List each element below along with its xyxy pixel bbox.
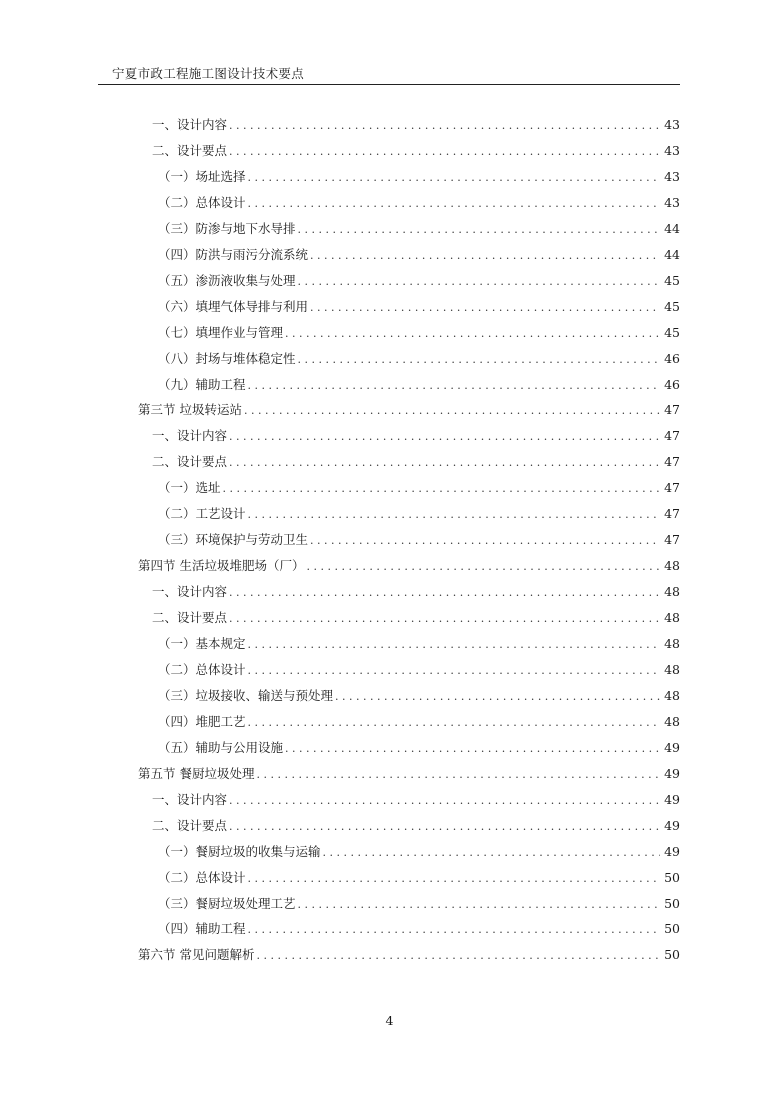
toc-entry-title: （一）选址 bbox=[158, 480, 221, 496]
toc-entry-title: （二）工艺设计 bbox=[158, 506, 246, 522]
toc-entry[interactable] bbox=[158, 686, 680, 706]
dot-leader bbox=[248, 194, 661, 214]
toc-entry-page: 49 bbox=[664, 817, 680, 833]
dot-leader bbox=[298, 272, 661, 292]
page-number: 4 bbox=[385, 1013, 394, 1028]
dot-leader bbox=[229, 583, 660, 603]
dot-leader bbox=[323, 843, 661, 863]
dot-leader bbox=[248, 376, 661, 396]
toc-entry[interactable] bbox=[152, 141, 680, 161]
dot-leader bbox=[248, 920, 661, 940]
toc-entry-page: 49 bbox=[664, 843, 680, 859]
toc-entry[interactable] bbox=[158, 219, 680, 239]
toc-entry[interactable] bbox=[152, 426, 680, 446]
toc-entry-page: 45 bbox=[664, 324, 680, 340]
dot-leader bbox=[248, 713, 661, 733]
toc-entry[interactable] bbox=[158, 530, 680, 550]
dot-leader bbox=[229, 817, 660, 837]
toc-entry-title: 第四节 生活垃圾堆肥场（厂） bbox=[138, 558, 305, 574]
toc-entry-title: 二、设计要点 bbox=[152, 454, 228, 470]
toc-entry-page: 47 bbox=[664, 480, 680, 496]
dot-leader bbox=[229, 427, 660, 447]
toc-entry-title: 二、设计要点 bbox=[152, 610, 228, 626]
toc-entry-title: 一、设计内容 bbox=[152, 117, 228, 132]
dot-leader bbox=[248, 661, 661, 681]
toc-entry-title: 一、设计内容 bbox=[152, 791, 228, 807]
toc-entry[interactable] bbox=[158, 349, 680, 369]
dot-leader bbox=[285, 324, 660, 344]
toc-entry-page: 48 bbox=[664, 661, 680, 677]
toc-entry-page: 48 bbox=[664, 687, 680, 703]
toc-entry-page: 48 bbox=[664, 584, 680, 600]
dot-leader bbox=[248, 635, 661, 655]
toc-entry-page: 50 bbox=[664, 921, 680, 937]
toc-entry[interactable] bbox=[152, 582, 680, 602]
dot-leader bbox=[248, 505, 661, 525]
toc-entry-title: （六）填埋气体导排与利用 bbox=[158, 298, 309, 314]
toc-entry[interactable] bbox=[152, 452, 680, 472]
toc-entry[interactable] bbox=[158, 660, 680, 680]
toc-entry[interactable] bbox=[158, 712, 680, 732]
toc-entry-title: （一）场址选择 bbox=[158, 168, 246, 184]
toc-entry-title: （一）餐厨垃圾的收集与运输 bbox=[158, 843, 321, 859]
toc-entry[interactable] bbox=[138, 764, 680, 784]
toc-entry[interactable] bbox=[152, 115, 680, 135]
dot-leader bbox=[335, 687, 660, 707]
toc-entry-page: 44 bbox=[664, 220, 680, 236]
toc-entry-title: （三）餐厨垃圾处理工艺 bbox=[158, 895, 296, 911]
toc-entry[interactable] bbox=[158, 193, 680, 213]
dot-leader bbox=[229, 142, 660, 162]
toc-entry-title: 二、设计要点 bbox=[152, 142, 228, 158]
toc-entry-page: 47 bbox=[664, 428, 680, 444]
running-header: 宁夏市政工程施工图设计技术要点 bbox=[112, 66, 305, 81]
toc-entry[interactable] bbox=[158, 375, 680, 395]
toc-entry[interactable] bbox=[158, 167, 680, 187]
toc-entry-title: 第五节 餐厨垃圾处理 bbox=[138, 765, 255, 781]
toc-entry-title: （三）防渗与地下水导排 bbox=[158, 220, 296, 236]
toc-entry-title: （四）防洪与雨污分流系统 bbox=[158, 246, 309, 262]
toc-entry-page: 47 bbox=[664, 506, 680, 522]
toc-entry-title: （一）基本规定 bbox=[158, 636, 246, 651]
dot-leader bbox=[256, 946, 660, 966]
toc-entry[interactable] bbox=[158, 323, 680, 343]
dot-leader bbox=[310, 246, 660, 266]
toc-entry-title: （四）辅助工程 bbox=[158, 921, 246, 937]
toc-entry[interactable] bbox=[158, 868, 680, 888]
dot-leader bbox=[248, 168, 661, 188]
header-divider bbox=[98, 84, 680, 85]
toc-entry-title: （四）堆肥工艺 bbox=[158, 713, 246, 729]
toc-entry-title: 第六节 常见问题解析 bbox=[138, 947, 255, 963]
toc-entry-title: 第三节 垃圾转运站 bbox=[138, 402, 242, 418]
toc-entry[interactable] bbox=[138, 945, 680, 965]
toc-entry[interactable] bbox=[152, 816, 680, 836]
toc-entry[interactable] bbox=[158, 842, 680, 862]
toc-entry-page: 43 bbox=[664, 168, 680, 184]
dot-leader bbox=[310, 298, 660, 318]
toc-entry-page: 49 bbox=[664, 739, 680, 755]
toc-entry-page: 50 bbox=[664, 869, 680, 885]
dot-leader bbox=[310, 531, 660, 551]
dot-leader bbox=[229, 609, 660, 629]
toc-entry[interactable] bbox=[138, 400, 680, 420]
toc-entry[interactable] bbox=[158, 634, 680, 654]
toc-entry[interactable] bbox=[152, 608, 680, 628]
dot-leader bbox=[229, 453, 660, 473]
dot-leader bbox=[229, 116, 660, 136]
toc-entry-title: （三）环境保护与劳动卫生 bbox=[158, 532, 309, 548]
toc-entry-title: 一、设计内容 bbox=[152, 584, 228, 600]
toc-entry-page: 48 bbox=[664, 610, 680, 626]
dot-leader bbox=[223, 479, 661, 499]
toc-entry-page: 50 bbox=[664, 947, 680, 963]
toc-entry[interactable] bbox=[158, 919, 680, 939]
toc-entry[interactable] bbox=[138, 556, 680, 576]
toc-entry[interactable] bbox=[158, 894, 680, 914]
toc-entry-page: 47 bbox=[664, 532, 680, 548]
toc-entry-page: 47 bbox=[664, 402, 680, 418]
toc-entry-page: 48 bbox=[664, 636, 680, 651]
toc-entry-page: 45 bbox=[664, 298, 680, 314]
toc-entry-title: 一、设计内容 bbox=[152, 428, 228, 444]
toc-entry-title: （五）辅助与公用设施 bbox=[158, 739, 284, 755]
toc-entry-page: 47 bbox=[664, 454, 680, 470]
dot-leader bbox=[306, 557, 660, 577]
toc-entry-page: 43 bbox=[664, 117, 680, 132]
toc-entry-page: 49 bbox=[664, 765, 680, 781]
toc-entry-title: （二）总体设计 bbox=[158, 869, 246, 885]
toc-entry-title: （二）总体设计 bbox=[158, 194, 246, 210]
toc-entry[interactable] bbox=[158, 297, 680, 317]
toc-entry-page: 43 bbox=[664, 194, 680, 210]
toc-entry-page: 50 bbox=[664, 895, 680, 911]
dot-leader bbox=[285, 739, 660, 759]
toc-entry-title: （七）填埋作业与管理 bbox=[158, 324, 284, 340]
dot-leader bbox=[298, 350, 661, 370]
toc-entry[interactable] bbox=[158, 478, 680, 498]
toc-entry-page: 49 bbox=[664, 791, 680, 807]
toc-entry[interactable] bbox=[158, 245, 680, 265]
dot-leader bbox=[248, 869, 661, 889]
toc-entry[interactable] bbox=[152, 790, 680, 810]
toc-entry-page: 46 bbox=[664, 350, 680, 366]
toc-entry-title: 二、设计要点 bbox=[152, 817, 228, 833]
dot-leader bbox=[256, 765, 660, 785]
toc-entry-title: （二）总体设计 bbox=[158, 661, 246, 677]
toc-entry-page: 44 bbox=[664, 246, 680, 262]
toc-entry-title: （九）辅助工程 bbox=[158, 376, 246, 392]
toc-entry-title: （八）封场与堆体稳定性 bbox=[158, 350, 296, 366]
toc-entry[interactable] bbox=[158, 738, 680, 758]
toc-entry-page: 48 bbox=[664, 713, 680, 729]
toc-entry-title: （五）渗沥液收集与处理 bbox=[158, 272, 296, 288]
toc-entry-page: 48 bbox=[664, 558, 680, 574]
toc-entry-page: 46 bbox=[664, 376, 680, 392]
dot-leader bbox=[298, 895, 661, 915]
dot-leader bbox=[298, 220, 661, 240]
toc-entry-page: 43 bbox=[664, 142, 680, 158]
toc-entry[interactable] bbox=[158, 271, 680, 291]
toc-entry-title: （三）垃圾接收、输送与预处理 bbox=[158, 687, 334, 703]
dot-leader bbox=[229, 791, 660, 811]
toc-entry[interactable] bbox=[158, 504, 680, 524]
toc-entry-page: 45 bbox=[664, 272, 680, 288]
dot-leader bbox=[244, 401, 660, 421]
